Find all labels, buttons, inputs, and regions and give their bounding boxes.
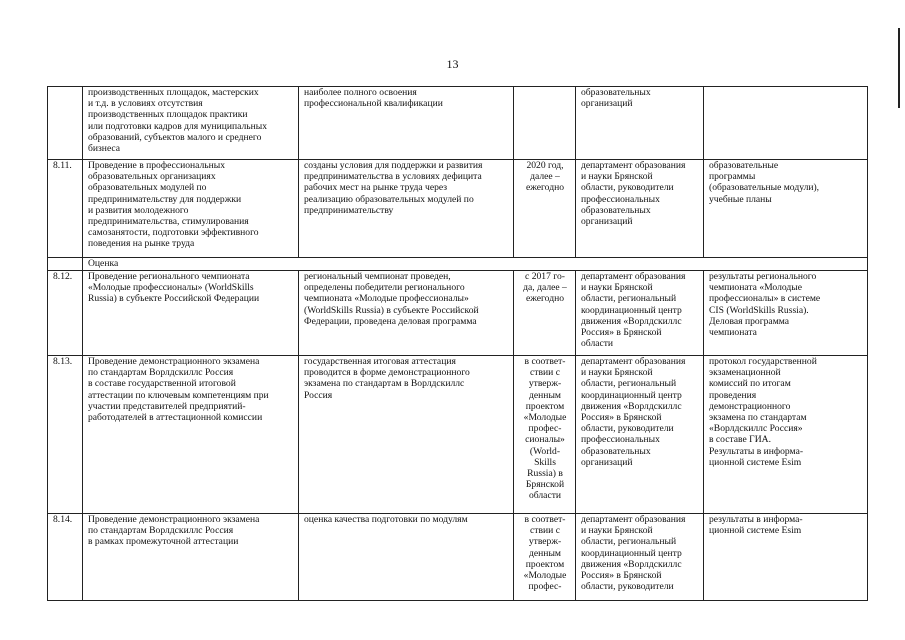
executor-cell: департамент образования и науки Брянской области, региональный координационный центр движения «Ворлдскиллс Россия» в Брянской области <box>576 271 704 356</box>
executor-cell: департамент образования и науки Брянской области, региональный координационный центр движения «Ворлдскиллс Россия» в Брянской области, руководители <box>576 514 704 601</box>
term-cell: с 2017 го- да, далее – ежегодно <box>514 271 576 356</box>
executor-cell: образовательных организаций <box>576 87 704 160</box>
document-cell: результаты регионального чемпионата «Молодые профессионалы» в системе CIS (WorldSkills Russia). Деловая программа чемпионата <box>704 271 868 356</box>
table-row <box>48 87 868 160</box>
executor-cell: департамент образования и науки Брянской области, руководители профессиональных образовательных организаций <box>576 160 704 258</box>
table-row <box>48 514 868 601</box>
event-cell: Проведение демонстрационного экзамена по стандартам Ворлдскиллс Россия в составе государственной итоговой аттестации по ключевым компетенциям при участии представителей предприятий- работодателей в аттестационной комиссии <box>83 356 299 514</box>
scan-edge-mark <box>898 28 900 108</box>
event-cell: Проведение демонстрационного экзамена по стандартам Ворлдскиллс Россия в рамках промежуточной аттестации <box>83 514 299 601</box>
event-cell: Проведение в профессиональных образовательных организациях образовательных модулей по предпринимательству для поддержки и развития молодежного предпринимательства, стимулирования самозанятости, подготовки эффективного поведения на рынке труда <box>83 160 299 258</box>
term-cell: 2020 год, далее – ежегодно <box>514 160 576 258</box>
document-cell <box>704 87 868 160</box>
executor-cell: департамент образования и науки Брянской области, региональный координационный центр движения «Ворлдскиллс Россия» в Брянской области, руководители профессиональных образовательных организаций <box>576 356 704 514</box>
event-cell: производственных площадок, мастерских и т.д. в условиях отсутствия производственных площадок практики или подготовки кадров для муниципальных образований, субъектов малого и среднего бизнеса <box>83 87 299 160</box>
document-cell: результаты в информа- ционной системе Esim <box>704 514 868 601</box>
row-number: 8.13. <box>48 356 83 514</box>
event-cell: Проведение регионального чемпионата «Молодые профессионалы» (WorldSkills Russia) в субъекте Российской Федерации <box>83 271 299 356</box>
row-number: 8.12. <box>48 271 83 356</box>
result-cell: созданы условия для поддержки и развития предпринимательства в условиях дефицита рабочих мест на рынке труда через реализацию образовательных модулей по предпринимательству <box>299 160 514 258</box>
table-row <box>48 271 868 356</box>
row-number <box>48 87 83 160</box>
document-cell: протокол государственной экзаменационной комиссий по итогам проведения демонстрационного экзамена по стандартам «Ворлдскиллс Россия» в составе ГИА. Результаты в информа- ционной системе Esim <box>704 356 868 514</box>
term-cell <box>514 87 576 160</box>
activities-table <box>47 86 868 601</box>
result-cell: государственная итоговая аттестация проводится в форме демонстрационного экзамена по стандартам в Ворлдскиллс Россия <box>299 356 514 514</box>
document-cell: образовательные программы (образовательные модули), учебные планы <box>704 160 868 258</box>
term-cell: в соответ- ствии с утверж- денным проектом «Молодые профес- сионалы» (World- Skills Russia) в Брянской области <box>514 356 576 514</box>
row-number: 8.11. <box>48 160 83 258</box>
table-row <box>48 160 868 258</box>
row-number: 8.14. <box>48 514 83 601</box>
result-cell: наиболее полного освоения профессиональной квалификации <box>299 87 514 160</box>
table-row <box>48 356 868 514</box>
section-title: Оценка <box>83 258 868 271</box>
term-cell: в соответ- ствии с утверж- денным проектом «Молодые профес- <box>514 514 576 601</box>
result-cell: региональный чемпионат проведен, определены победители регионального чемпионата «Молодые профессионалы» (WorldSkills Russia) в субъекте Российской Федерации, проведена деловая программа <box>299 271 514 356</box>
section-row <box>48 258 868 271</box>
page-number: 13 <box>446 57 459 71</box>
result-cell: оценка качества подготовки по модулям <box>299 514 514 601</box>
section-number <box>48 258 83 271</box>
